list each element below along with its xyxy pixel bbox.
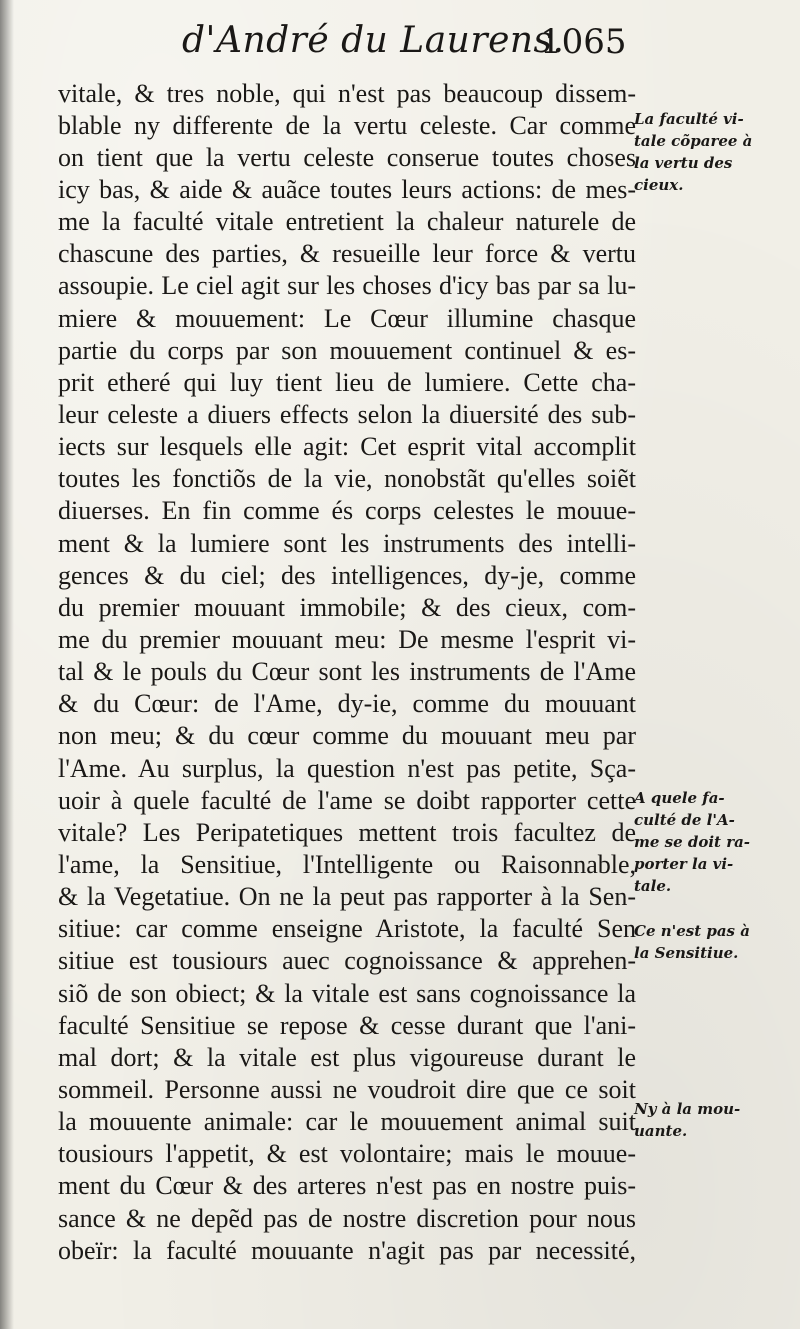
text-line: iects sur lesquels elle agit: Cet esprit vital accomplit (58, 432, 636, 461)
text-line: diuerses. En fin comme és corps celestes le mouue- (58, 496, 636, 525)
text-line: prit etheré qui luy tient lieu de lumiere. Cette cha- (58, 368, 636, 397)
text-line: leur celeste a diuers effects selon la diuersité des sub- (58, 400, 636, 429)
text-line: sitiue est tousiours auec cognoissance & apprehen- (58, 946, 636, 975)
text-line: l'Ame. Au surplus, la question n'est pas petite, Sça- (58, 754, 636, 783)
running-title: d'André du Laurens. (182, 20, 565, 61)
text-line: l'ame, la Sensitiue, l'Intelligente ou Raisonnable, (58, 850, 636, 879)
text-line: sitiue: car comme enseigne Aristote, la faculté Sen (58, 914, 636, 943)
text-line: chascune des parties, & resueille leur force & vertu (58, 239, 636, 268)
text-line: mal dort; & la vitale est plus vigoureuse durant le (58, 1043, 636, 1072)
text-line: sance & ne depẽd pas de nostre discretion pour nous (58, 1204, 636, 1233)
text-line: siõ de son obiect; & la vitale est sans cognoissance la (58, 979, 636, 1008)
text-line: & du Cœur: de l'Ame, dy-ie, comme du mouuant (58, 689, 636, 718)
text-line: vitale? Les Peripatetiques mettent trois facultez de (58, 818, 636, 847)
margin-note-which-faculty (634, 787, 784, 897)
text-line: non meu; & du cœur comme du mouuant meu par (58, 721, 636, 750)
text-line: vitale, & tres noble, qui n'est pas beaucoup dissem- (58, 79, 636, 108)
text-line: assoupie. Le ciel agit sur les choses d'icy bas par sa lu- (58, 271, 636, 300)
margin-note-line: porter la vi- (634, 855, 734, 873)
text-line: miere & mouuement: Le Cœur illumine chasque (58, 304, 636, 333)
text-line: me du premier mouuant meu: De mesme l'esprit vi- (58, 625, 636, 654)
text-line: & la Vegetatiue. On ne la peut pas rapporter à la Sen- (58, 882, 636, 911)
text-line: ment & la lumiere sont les instruments des intelli- (58, 529, 636, 558)
text-line: blable ny differente de la vertu celeste. Car comme (58, 111, 636, 140)
margin-note-line: me se doit ra- (634, 833, 751, 851)
margin-note-not-sensitive (634, 920, 784, 964)
text-line: uoir à quele faculté de l'ame se doibt rapporter cette (58, 786, 636, 815)
text-line: la mouuente animale: car le mouuement animal suit (58, 1107, 636, 1136)
text-line: on tient que la vertu celeste conserue toutes choses (58, 143, 636, 172)
margin-note-line: la Sensitiue. (634, 944, 739, 962)
text-line: ment du Cœur & des arteres n'est pas en nostre puis- (58, 1171, 636, 1200)
margin-note-line: culté de l'A- (634, 811, 735, 829)
text-line: obeïr: la faculté mouuante n'agit pas par necessité, (58, 1236, 636, 1265)
margin-note-vital-faculty (634, 108, 784, 196)
text-line: faculté Sensitiue se repose & cesse durant que l'ani- (58, 1011, 636, 1040)
margin-note-line: tale. (634, 877, 672, 895)
text-line: me la faculté vitale entretient la chaleur naturele de (58, 207, 636, 236)
text-line: du premier mouuant immobile; & des cieux, com- (58, 593, 636, 622)
margin-note-line: la vertu des (634, 154, 733, 172)
margin-note-line: Ny à la mou- (634, 1100, 741, 1118)
text-line: partie du corps par son mouuement continuel & es- (58, 336, 636, 365)
margin-note-line: A quele fa- (634, 789, 725, 807)
page-number: 1065 (540, 22, 627, 62)
text-line: toutes les fonctiõs de la vie, nonobstãt qu'elles soiẽt (58, 464, 636, 493)
margin-note-not-moving (634, 1098, 784, 1142)
text-line: tal & le pouls du Cœur sont les instruments de l'Ame (58, 657, 636, 686)
text-line: tousiours l'appetit, & est volontaire; mais le mouue- (58, 1139, 636, 1168)
margin-note-line: La faculté vi- (634, 110, 744, 128)
margin-note-line: cieux. (634, 176, 684, 194)
text-line: sommeil. Personne aussi ne voudroit dire que ce soit (58, 1075, 636, 1104)
margin-note-line: Ce n'est pas à (634, 922, 750, 940)
margin-note-line: tale cõparee à (634, 132, 753, 150)
margin-note-line: uante. (634, 1122, 688, 1140)
text-line: gences & du ciel; des intelligences, dy-je, comme (58, 561, 636, 590)
text-line: icy bas, & aide & auãce toutes leurs actions: de mes- (58, 175, 636, 204)
spine-shadow (0, 0, 14, 1329)
